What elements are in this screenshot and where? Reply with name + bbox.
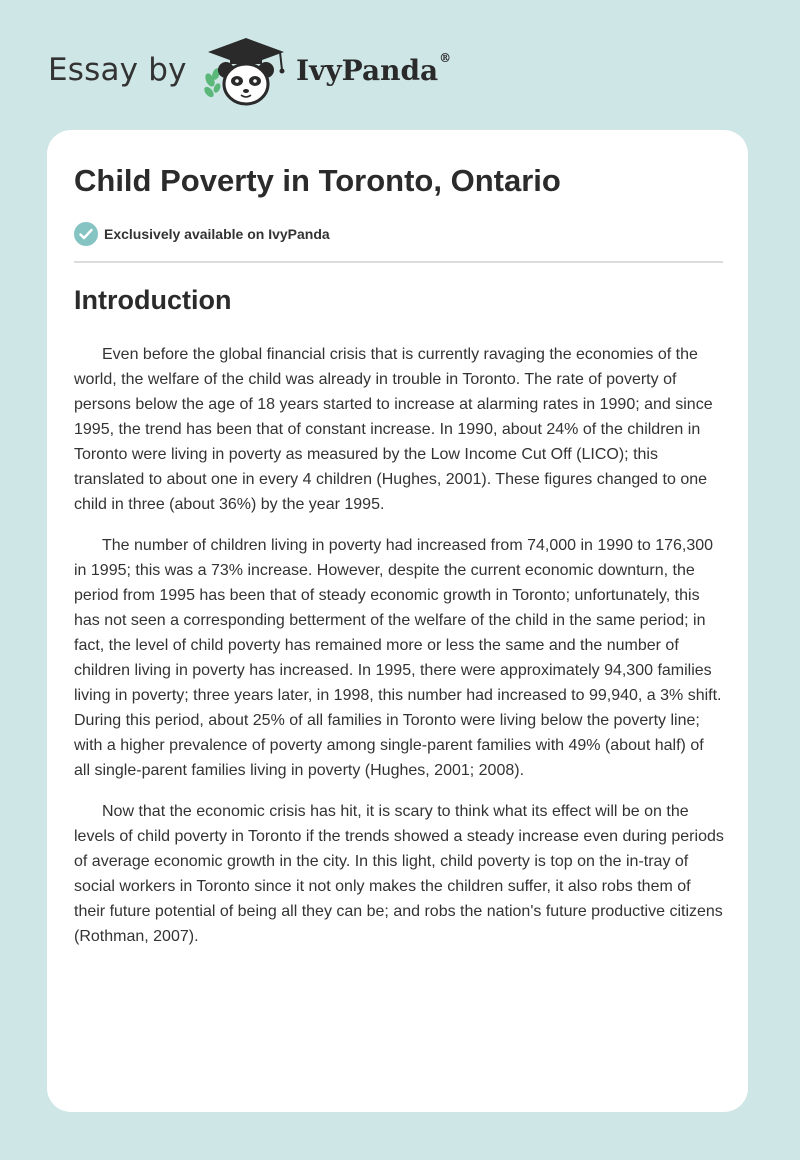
brand-name[interactable] (296, 50, 452, 87)
site-header (0, 0, 800, 120)
essay-body (74, 342, 724, 965)
exclusive-badge-label: Exclusively available on IvyPanda (104, 226, 330, 242)
page-title: Child Poverty in Toronto, Ontario (74, 163, 561, 198)
essay-card (47, 130, 748, 1112)
divider (74, 261, 723, 263)
panda-graduate-icon[interactable] (200, 36, 292, 108)
paragraph: Even before the global financial crisis that is currently ravaging the economies of the world, the welfare of the child was already in trouble in Toronto. The rate of poverty of persons below the age of 18 years started to increase at alarming rates in 1990; and since 1995, the trend has been that of constant increase. In 1990, about 24% of the children in Toronto were living in poverty as measured by the Low Income Cut Off (LICO); this translated to about one in every 4 children (Hughes, 2001). These figures changed to one child in three (about 36%) by the year 1995. (74, 346, 713, 513)
paragraph: The number of children living in poverty had increased from 74,000 in 1990 to 176,300 in 1995; this was a 73% increase. However, despite the current economic downturn, the period from 1995 has been that of steady economic growth in Toronto; unfortunately, this has not seen a corresponding betterment of the welfare of the child in the same period; in fact, the level of child poverty has remained more or less the same and the number of children living in poverty has increased. In 1995, there were approximately 94,300 families living in poverty; three years later, in 1998, this number had increased to 99,940, a 3% shift. During this period, about 25% of all families in Toronto were living below the poverty line; with a higher prevalence of poverty among single-parent families with 49% (about half) of all single-parent families living in poverty (Hughes, 2001; 2008). (74, 537, 722, 779)
essay-by-label: Essay by (48, 52, 187, 88)
brand-name-text: IvyPanda (296, 54, 439, 87)
registered-mark: ® (439, 50, 452, 65)
check-circle-icon (74, 222, 98, 246)
paragraph: Now that the economic crisis has hit, it is scary to think what its effect will be on the levels of child poverty in Toronto if the trends showed a steady increase even during periods of average economic growth in the city. In this light, child poverty is top on the in-tray of social workers in Toronto since it not only makes the children suffer, it also robs them of their future potential of being all they can be; and robs the nation's future productive citizens (Rothman, 2007). (74, 803, 724, 945)
section-title-introduction: Introduction (74, 285, 232, 315)
exclusive-badge (74, 222, 330, 246)
